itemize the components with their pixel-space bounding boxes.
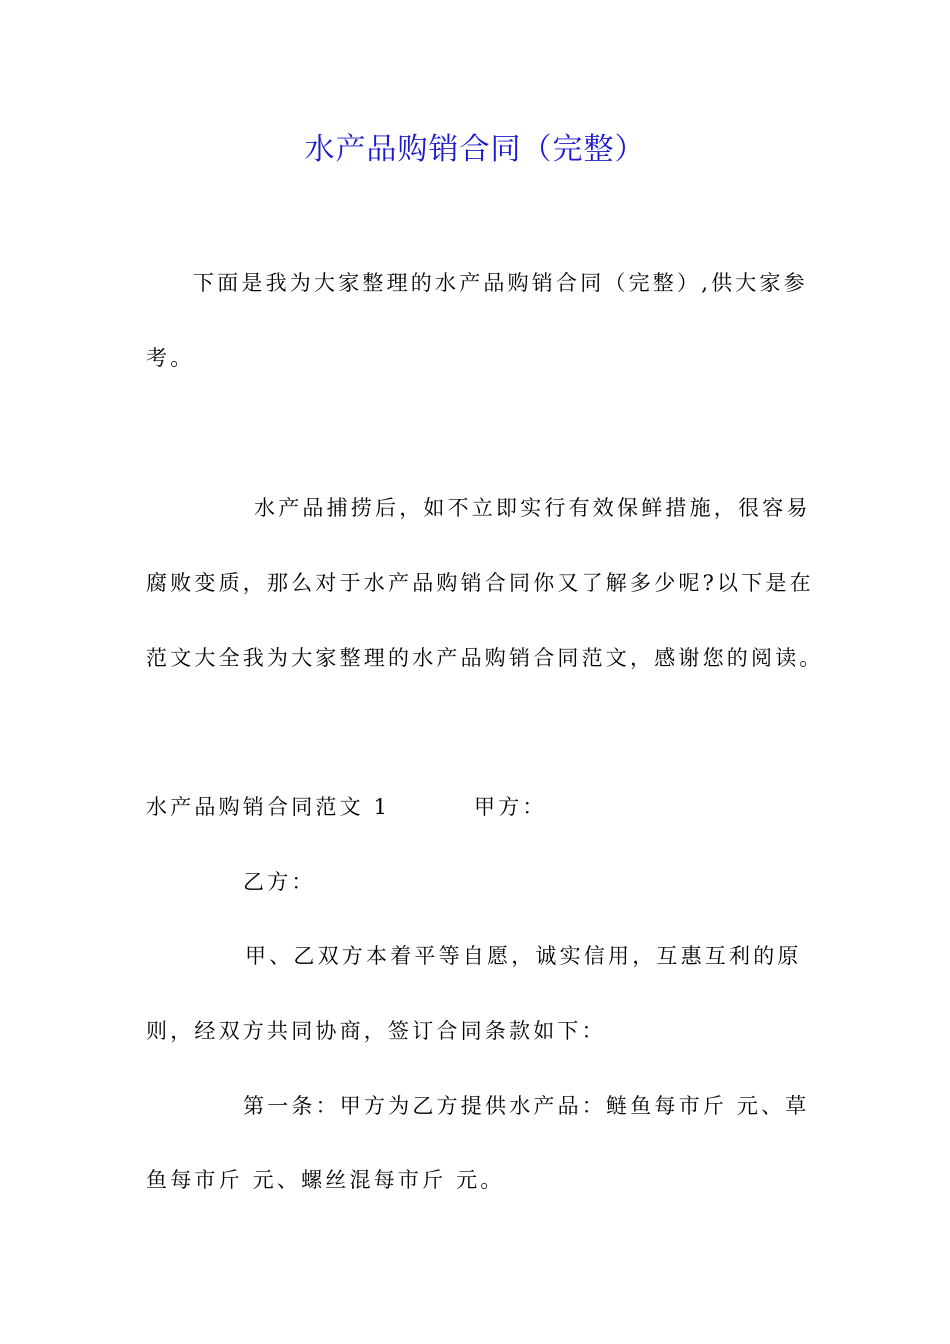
intro-line-2: 考。 [146,346,195,370]
paragraph1-line-3: 范文大全我为大家整理的水产品购销合同范文，感谢您的阅读。 [146,646,824,670]
document-title: 水产品购销合同（完整） [304,132,646,167]
party-a-label: 甲方： [474,795,547,819]
intro-line-1: 下面是我为大家整理的水产品购销合同（完整）,供大家参 [193,271,808,295]
contract-heading: 水产品购销合同范文 1 [146,795,391,819]
article1-line-2: 鱼每市斤 元、螺丝混每市斤 元。 [146,1168,505,1192]
principle-line-2: 则，经双方共同协商，签订合同条款如下： [146,1019,606,1043]
paragraph1-line-2: 腐败变质，那么对于水产品购销合同你又了解多少呢?以下是在 [146,571,814,595]
party-b-label: 乙方： [243,870,316,894]
principle-line-1: 甲、乙双方本着平等自愿，诚实信用，互惠互利的原 [245,944,802,968]
paragraph1-line-1: 水产品捕捞后，如不立即实行有效保鲜措施，很容易 [254,496,811,520]
article1-line-1: 第一条：甲方为乙方提供水产品：鲢鱼每市斤 元、草 [243,1094,810,1118]
